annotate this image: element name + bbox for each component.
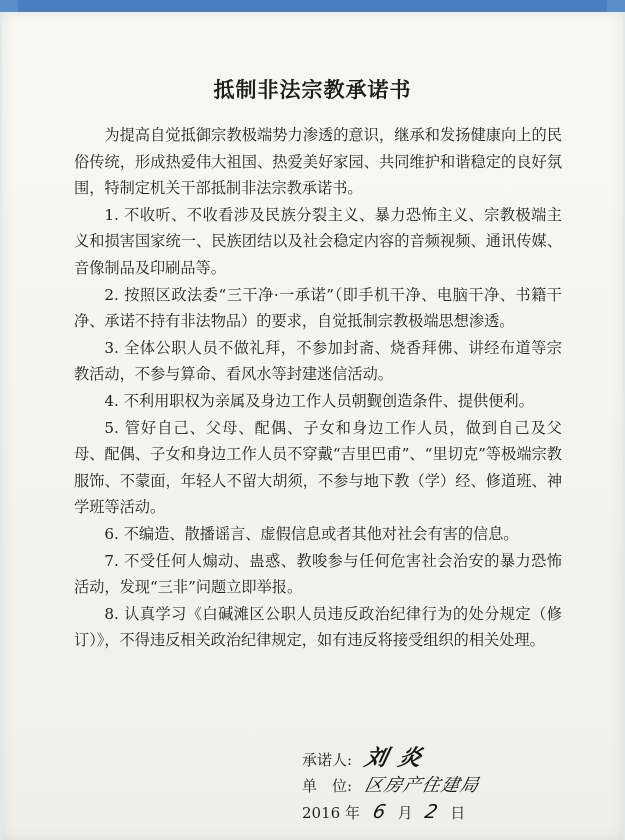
clause-3: 3. 全体公职人员不做礼拜，不参加封斋、烧香拜佛、讲经布道等宗教活动，不参与算命、看风水等封建迷信活动。 (74, 338, 562, 384)
promisor-label: 承诺人: (302, 751, 353, 769)
clause-2: 2. 按照区政法委“三干净·一承诺”（即手机干净、电脑干净、书籍干净、承诺不持有非法物品）的要求，自觉抵制宗教极端思想渗透。 (74, 285, 562, 331)
clause-5: 5. 管好自己、父母、配偶、子女和身边工作人员，做到自己及父母、配偶、子女和身边工作人员不穿戴“吉里巴甫”、“里切克”等极端宗教服饰、不蒙面，年轻人不留大胡须，不参与地下教（学）经、修道班、神学班等活动。 (74, 418, 562, 517)
date-month-value: 6 (370, 801, 388, 823)
date-day-value: 2 (423, 801, 440, 823)
unit-row (302, 772, 602, 799)
clause-7: 7. 不受任何人煽动、蛊惑、教唆参与任何危害社会治安的暴力恐怖活动，发现“三非”问题立即举报。 (74, 551, 562, 597)
clause-4: 4. 不利用职权为亲属及身边工作人员朝觐创造条件、提供便利。 (104, 391, 534, 410)
viewer-top-bar (0, 0, 625, 12)
promisor-signature: 刘 炎 (362, 746, 426, 771)
date-row (302, 799, 602, 826)
date-day-label: 日 (450, 804, 466, 822)
clause-6: 6. 不编造、散播谣言、虚假信息或者其他对社会有害的信息。 (104, 524, 519, 543)
viewer-button-right[interactable] (607, 0, 625, 12)
date-year: 2016 年 (302, 804, 360, 822)
viewer-button-left[interactable] (0, 0, 18, 12)
clause-8: 8. 认真学习《白碱滩区公职人员违反政治纪律行为的处分规定（修订）》，不得违反相关政治纪律规定，如有违反将接受组织的相关处理。 (74, 604, 562, 650)
signature-block (302, 745, 602, 826)
date-month-label: 月 (397, 804, 413, 822)
document-body (74, 122, 562, 654)
clause-1: 1. 不收听、不收看涉及民族分裂主义、暴力恐怖主义、宗教极端主义和损害国家统一、民族团结以及社会稳定内容的音频视频、通讯传媒、音像制品及印刷品等。 (74, 205, 562, 277)
promisor-row (302, 745, 602, 772)
unit-signature: 区房产住建局 (362, 775, 482, 796)
unit-label: 单 位: (302, 777, 353, 795)
document-page (2, 12, 623, 840)
intro-paragraph: 为提高自觉抵御宗教极端势力渗透的意识，继承和发扬健康向上的民俗传统，形成热爱伟大祖国、热爱美好家园、共同维护和谐稳定的良好氛围，特制定机关干部抵制非法宗教承诺书。 (74, 126, 562, 198)
document-title: 抵制非法宗教承诺书 (213, 78, 412, 102)
